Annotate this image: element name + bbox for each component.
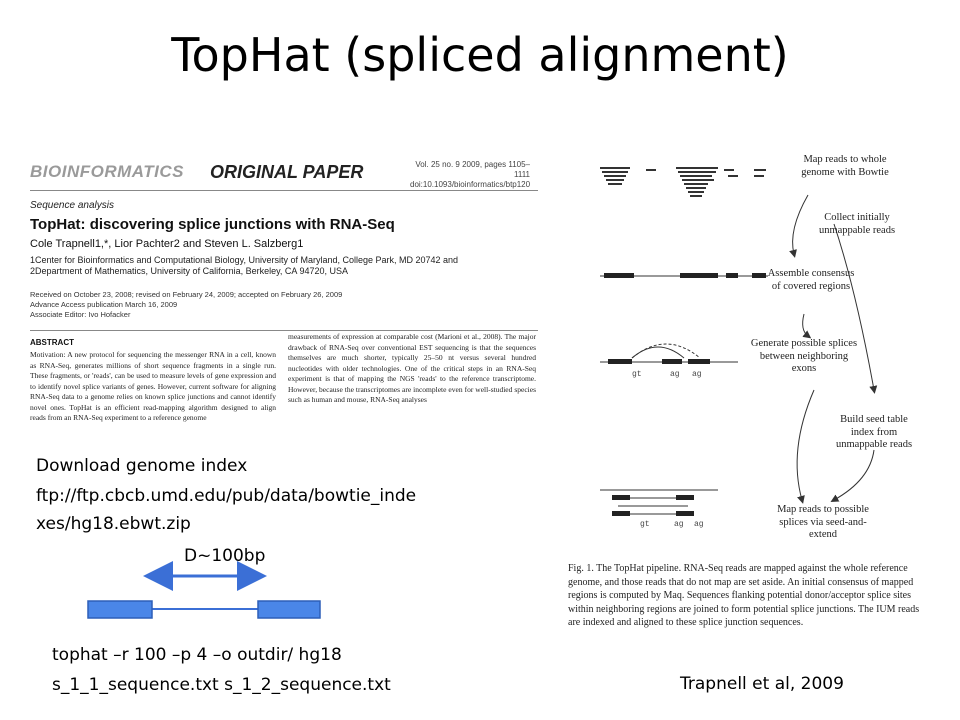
paper-affiliations: [30, 255, 538, 277]
read-1-bar: [88, 601, 152, 618]
slide-title: TopHat (spliced alignment): [171, 28, 789, 82]
step-collect-unmappable: Collect initially unmappable reads: [818, 212, 896, 236]
paired-end-diagram: [80, 560, 340, 630]
splice-track: [600, 344, 738, 364]
paper-affiliation-1: 1Center for Bioinformatics and Computational Biology, University of Maryland, College Park, MD 20742 and: [30, 255, 459, 265]
read-2-bar: [258, 601, 320, 618]
citation: Trapnell et al, 2009: [680, 674, 844, 694]
abstract-column-2: measurements of expression at comparable cost (Marioni et al., 2008). The major drawback of RNA-Seq over conventional EST sequencing is that the sequences themselves are much shorter, typically 25–50 nt versus several hundred nucleotides with older technologies. One of the critical steps in an RNA-Seq experiment is that of mapping the NGS 'reads' to the reference transcriptome. However, because the transcriptomes are incomplete even for well-studied species such as human and mouse, RNA-Seq analyses: [288, 332, 536, 404]
flow-arrow-3: [803, 314, 808, 336]
flow-arrow-4: [797, 390, 814, 500]
download-url-line1: ftp://ftp.cbcb.umd.edu/pub/data/bowtie_inde: [36, 486, 417, 506]
paper-authors: Cole Trapnell1,*, Lior Pachter2 and Steven L. Salzberg1: [30, 238, 304, 250]
paper-type: ORIGINAL PAPER: [210, 162, 364, 182]
step-assemble-consensus: Assemble consensus of covered regions: [767, 268, 855, 292]
figure-caption: Fig. 1. The TopHat pipeline. RNA-Seq reads are mapped against the whole reference genome, and those reads that do not map are set aside. An initial consensus of mapped regions is computed by Maq. Sequences flanking potential donor/acceptor splice sites within neighboring regions are joined to form potential splice junctions. The IUM reads are indexed and aligned to these splice junction sequences.: [568, 563, 920, 628]
step-generate-splices: Generate possible splices between neighboring exons: [750, 338, 858, 374]
download-url-line2: xes/hg18.ebwt.zip: [36, 514, 191, 534]
paper-meta-line1: Vol. 25 no. 9 2009, pages 1105–1111: [415, 160, 530, 179]
paper-received: Received on October 23, 2008; revised on February 24, 2009; accepted on February 26, 2009: [30, 290, 343, 299]
command-line-2: s_1_1_sequence.txt s_1_2_sequence.txt: [52, 675, 391, 695]
step-map-genome: Map reads to whole genome with Bowtie: [801, 154, 889, 178]
splice-label-ag-2: ag: [692, 370, 702, 379]
step-map-splices: Map reads to possible splices via seed-and-extend: [777, 504, 869, 540]
seed-label-ag-2: ag: [694, 520, 704, 529]
read-pileup: [600, 168, 766, 196]
paper-meta: [410, 160, 530, 190]
paper-section: Sequence analysis: [30, 200, 114, 211]
seed-track: [600, 490, 718, 516]
distance-label: D~100bp: [184, 546, 266, 566]
paper-advance: Advance Access publication March 16, 2009: [30, 300, 178, 309]
paper-editor: Associate Editor: Ivo Hofacker: [30, 310, 131, 319]
consensus-track: [600, 273, 768, 278]
paper-affiliation-2: 2Department of Mathematics, University of California, Berkeley, CA 94720, USA: [30, 266, 348, 276]
splice-label-gt: gt: [632, 370, 642, 379]
paper-meta-line2: doi:10.1093/bioinformatics/btp120: [410, 180, 531, 189]
abstract-column-1: Motivation: A new protocol for sequencing the messenger RNA in a cell, known as RNA-Seq, generates millions of short sequence fragments in a single run. These fragments, or 'reads', can be used to measure levels of gene expression and to identify novel splice variants of genes. However, current software for aligning RNA-Seq data to a genome relies on known splice junctions and cannot identify novel ones. TopHat is an efficient read-mapping algorithm designed to align reads from an RNA-Seq experiment to a reference genome: [30, 350, 276, 422]
flow-arrow-5: [834, 450, 874, 500]
seed-label-gt: gt: [640, 520, 650, 529]
paper-title: TopHat: discovering splice junctions with RNA-Seq: [30, 216, 395, 233]
seed-label-ag-1: ag: [674, 520, 684, 529]
command-line-1: tophat –r 100 –p 4 –o outdir/ hg18: [52, 645, 342, 665]
splice-label-ag-1: ag: [670, 370, 680, 379]
paper-excerpt: [30, 160, 538, 442]
step-build-seed-table: Build seed table index from unmappable reads: [835, 414, 913, 450]
abstract-heading: ABSTRACT: [30, 338, 74, 347]
journal-name: BIOINFORMATICS: [30, 162, 185, 181]
download-label: Download genome index: [36, 456, 248, 476]
paper-dates: [30, 290, 538, 320]
paper-rule-abstract: [30, 330, 538, 331]
paper-rule-top: [30, 190, 538, 191]
